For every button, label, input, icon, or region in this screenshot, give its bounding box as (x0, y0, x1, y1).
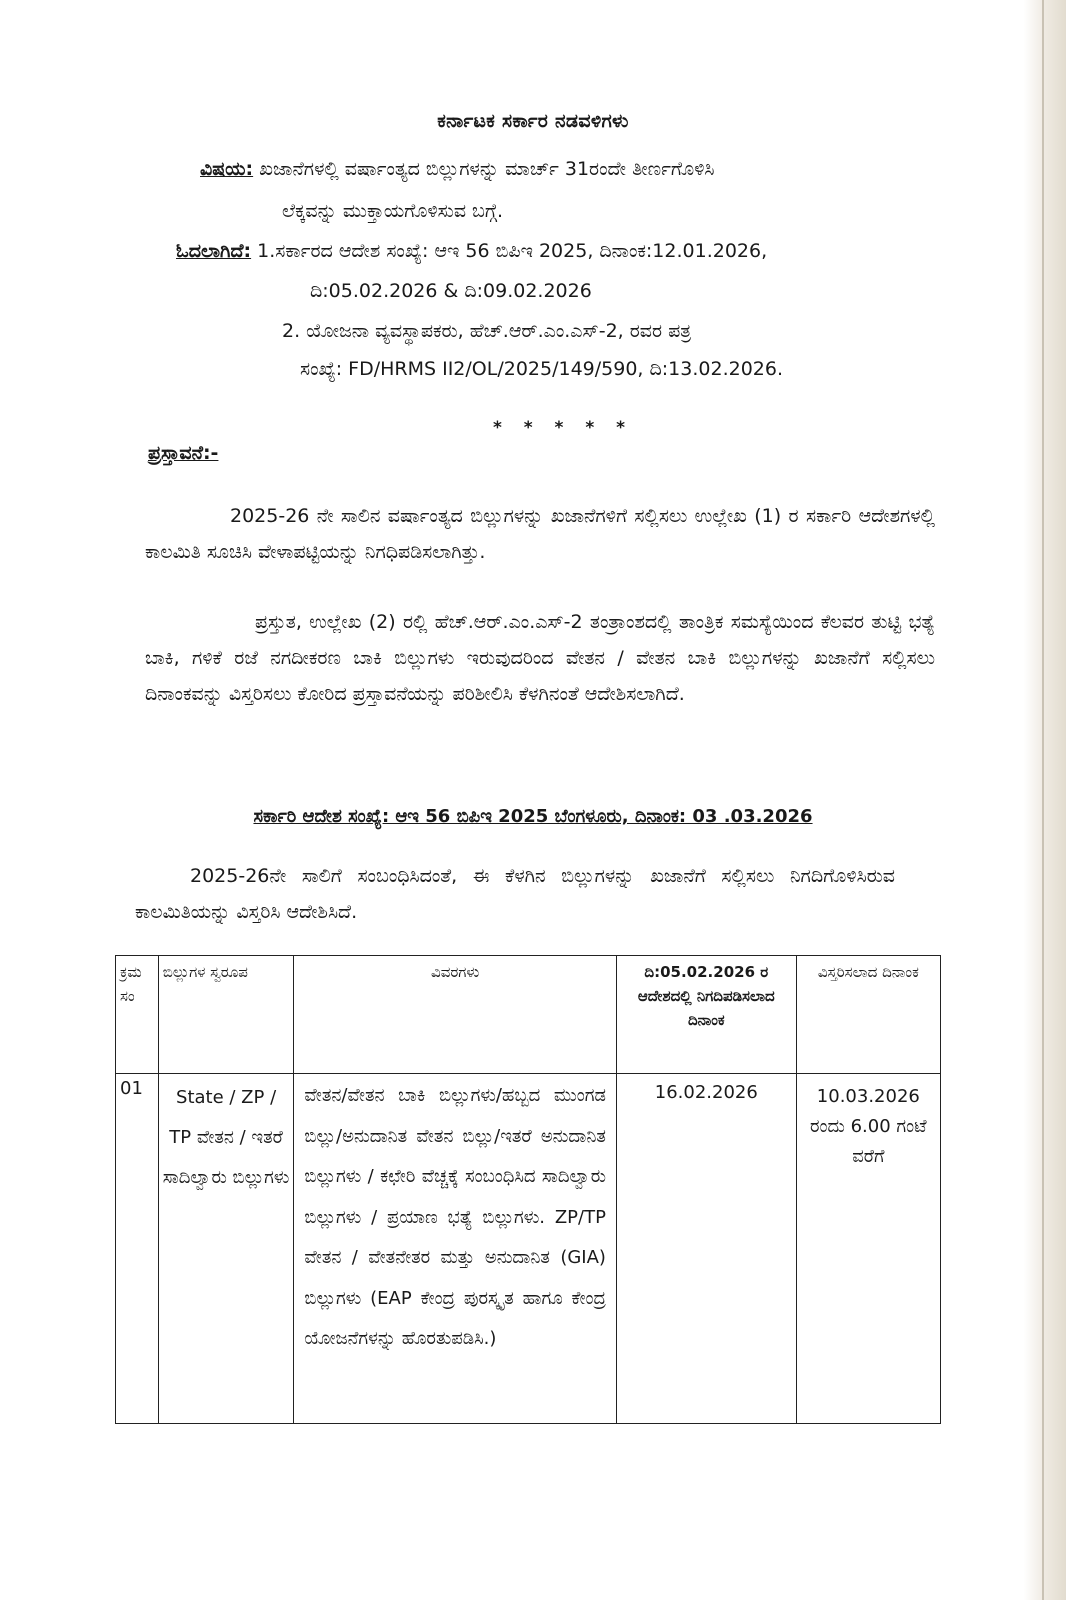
preamble-heading: ಪ್ರಸ್ತಾವನೆ:- (148, 442, 219, 464)
preamble-paragraph-2: ಪ್ರಸ್ತುತ, ಉಲ್ಲೇಖ (2) ರಲ್ಲಿ ಹೆಚ್.ಆರ್.ಎಂ.ಎಸ್-2 ತಂತ್ರಾಂಶದಲ್ಲಿ ತಾಂತ್ರಿಕ ಸಮಸ್ಯೆಯಿಂದ ಕೆಲವರ ತುಟ್ಟಿ ಭತ್ಯೆ ಬಾಕಿ, ಗಳಿಕೆ ರಜೆ ನಗದೀಕರಣ ಬಾಕಿ ಬಿಲ್ಲುಗಳು ಇರುವುದರಿಂದ ವೇತನ / ವೇತನ ಬಾಕಿ ಬಿಲ್ಲುಗಳನ್ನು ಖಜಾನೆಗೆ ಸಲ್ಲಿಸಲು ದಿನಾಂಕವನ್ನು ವಿಸ್ತರಿಸಲು ಕೋರಿದ ಪ್ರಸ್ತಾವನೆಯನ್ನು ಪರಿಶೀಲಿಸಿ ಕೆಳಗಿನಂತೆ ಆದೇಶಿಸಲಾಗಿದೆ. (145, 611, 935, 705)
bills-table (115, 955, 941, 1424)
header-extended-date: ವಿಸ್ತರಿಸಲಾದ ದಿನಾಂಕ (796, 956, 940, 1074)
row-details: ವೇತನ/ವೇತನ ಬಾಕಿ ಬಿಲ್ಲುಗಳು/ಹಬ್ಬದ ಮುಂಗಡ ಬಿಲ್ಲು/ಅನುದಾನಿತ ವೇತನ ಬಿಲ್ಲು/ಇತರೆ ಅನುದಾನಿತ ಬಿಲ್ಲುಗಳು / ಕಛೇರಿ ವೆಚ್ಚಕ್ಕೆ ಸಂಬಂಧಿಸಿದ ಸಾದಿಲ್ವಾರು ಬಿಲ್ಲುಗಳು / ಪ್ರಯಾಣ ಭತ್ಯೆ ಬಿಲ್ಲುಗಳು. ZP/TP ವೇತನ / ವೇತನೇತರ ಮತ್ತು ಅನುದಾನಿತ (GIA) ಬಿಲ್ಲುಗಳು (EAP ಕೇಂದ್ರ ಪುರಸ್ಕೃತ ಹಾಗೂ ಕೇಂದ್ರ ಯೋಜನೆಗಳನ್ನು ಹೊರತುಪಡಿಸಿ.) (294, 1074, 617, 1424)
preamble-paragraph-1: 2025-26 ನೇ ಸಾಲಿನ ವರ್ಷಾಂತ್ಯದ ಬಿಲ್ಲುಗಳನ್ನು ಖಜಾನೆಗಳಿಗೆ ಸಲ್ಲಿಸಲು ಉಲ್ಲೇಖ (1) ರ ಸರ್ಕಾರಿ ಆದೇಶಗಳಲ್ಲಿ ಕಾಲಮಿತಿ ಸೂಚಿಸಿ ವೇಳಾಪಟ್ಟಿಯನ್ನು ನಿಗಧಿಪಡಿಸಲಾಗಿತ್ತು. (145, 505, 935, 563)
reference-2-text-2: ಸಂಖ್ಯೆ: FD/HRMS II2/OL/2025/149/590, ದಿ:13.02.2026. (300, 358, 784, 380)
header-bill-type: ಬಿಲ್ಲುಗಳ ಸ್ವರೂಪ (158, 956, 294, 1074)
separator-stars: * * * * * (492, 418, 634, 438)
reference-2-text-1: 2. ಯೋಜನಾ ವ್ಯವಸ್ಥಾಪಕರು, ಹೆಚ್.ಆರ್.ಎಂ.ಎಸ್-2, ರವರ ಪತ್ರ (282, 320, 692, 342)
document-title: ಕರ್ನಾಟಕ ಸರ್ಕಾರ ನಡವಳಿಗಳು (437, 110, 629, 132)
header-prev-date: ದಿ:05.02.2026 ರ ಆದೇಶದಲ್ಲಿ ನಿಗದಿಪಡಿಸಲಾದ ದಿನಾಂಕ (616, 956, 796, 1074)
reference-1-text-2: ದಿ:05.02.2026 & ದಿ:09.02.2026 (310, 280, 592, 302)
reference-1-text-1: 1.ಸರ್ಕಾರದ ಆದೇಶ ಸಂಖ್ಯೆ: ಆಇ 56 ಬಿಪಿಇ 2025, ದಿನಾಂಕ:12.01.2026, (257, 240, 768, 262)
subject-label: ವಿಷಯ: (200, 158, 254, 180)
row-prev-date: 16.02.2026 (616, 1074, 796, 1424)
subject-text-2: ಲೆಕ್ಕವನ್ನು ಮುಕ್ತಾಯಗೊಳಿಸುವ ಬಗ್ಗೆ. (282, 200, 504, 222)
reference-line-1 (176, 240, 767, 262)
header-details: ವಿವರಗಳು (294, 956, 617, 1074)
table-row (116, 1074, 941, 1424)
subject-line-1 (200, 158, 715, 180)
order-heading: ಸರ್ಕಾರಿ ಆದೇಶ ಸಂಖ್ಯೆ: ಆಇ 56 ಬಿಪಿಇ 2025 ಬೆಂಗಳೂರು, ದಿನಾಂಕ: 03 .03.2026 (253, 806, 813, 827)
header-sl: ಕ್ರಮ ಸಂ (116, 956, 159, 1074)
table-header-row (116, 956, 941, 1074)
order-paragraph: 2025-26ನೇ ಸಾಲಿಗೆ ಸಂಬಂಧಿಸಿದಂತೆ, ಈ ಕೆಳಗಿನ ಬಿಲ್ಲುಗಳನ್ನು ಖಜಾನೆಗೆ ಸಲ್ಲಿಸಲು ನಿಗದಿಗೊಳಿಸಿರುವ ಕಾಲಮಿತಿಯನ್ನು ವಿಸ್ತರಿಸಿ ಆದೇಶಿಸಿದೆ. (135, 865, 895, 923)
reference-label: ಓದಲಾಗಿದೆ: (176, 240, 252, 262)
row-bill-type: State / ZP / TP ವೇತನ / ಇತರೆ ಸಾದಿಲ್ವಾರು ಬಿಲ್ಲುಗಳು (158, 1074, 294, 1424)
row-extended-date: 10.03.2026 ರಂದು 6.00 ಗಂಟೆ ವರೆಗೆ (796, 1074, 940, 1424)
row-sl: 01 (116, 1074, 159, 1424)
subject-text-1: ಖಜಾನೆಗಳಲ್ಲಿ ವರ್ಷಾಂತ್ಯದ ಬಿಲ್ಲುಗಳನ್ನು ಮಾರ್ಚ್ 31ರಂದೇ ತೀರ್ಣಗೊಳಿಸಿ (259, 158, 715, 180)
page-edge-shadow (1042, 0, 1044, 1600)
